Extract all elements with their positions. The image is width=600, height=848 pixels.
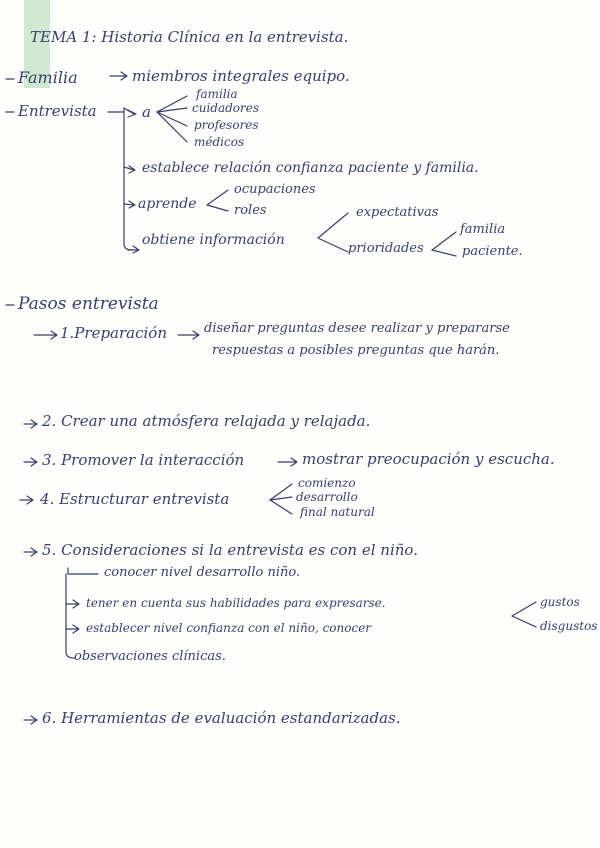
a-item: cuidadores — [192, 101, 260, 115]
paso-4-item: final natural — [300, 505, 375, 519]
obtiene-item: prioridades — [348, 241, 424, 256]
fan — [270, 500, 292, 514]
fan — [157, 112, 187, 126]
paso-5-item: establecer nivel confianza con el niño, conocer — [86, 621, 372, 635]
familia-text: miembros integrales equipo. — [132, 67, 350, 85]
entrevista-a: a — [142, 103, 151, 121]
paso-4-label: 4. Estructurar entrevista — [40, 490, 230, 508]
arrow — [20, 496, 33, 504]
arrow — [34, 331, 57, 339]
arrow — [124, 201, 135, 208]
a-item: profesores — [194, 118, 259, 132]
paso-5-item: conocer nivel desarrollo niño. — [104, 565, 301, 580]
arrow — [24, 458, 37, 466]
paso-6: 6. Herramientas de evaluación estandarizadas. — [42, 709, 401, 727]
paso-4-item: comienzo — [298, 476, 356, 490]
arrow — [108, 108, 136, 117]
fan — [432, 232, 456, 250]
arrow — [66, 625, 79, 633]
paso-5-item: observaciones clínicas. — [74, 649, 226, 664]
arrow — [178, 331, 199, 339]
a-item: familia — [196, 87, 238, 101]
paso-5: 5. Consideraciones si la entrevista es con el niño. — [42, 541, 418, 559]
paso-2: 2. Crear una atmósfera relajada y relajada. — [42, 412, 371, 430]
bracket — [68, 568, 98, 574]
arrow — [66, 600, 79, 608]
page-title: TEMA 1: Historia Clínica en la entrevista. — [30, 28, 349, 46]
paso-5-sub: disgustos — [540, 619, 598, 633]
arrow — [128, 246, 139, 253]
pasos-heading: Pasos entrevista — [18, 294, 159, 314]
fan — [512, 616, 536, 627]
establece-text: establece relación confianza paciente y familia. — [142, 160, 479, 176]
paso-3-text: mostrar preocupación y escucha. — [302, 450, 555, 468]
entrevista-label: Entrevista — [18, 102, 97, 120]
paso-1-text: respuestas a posibles preguntas que harán. — [212, 343, 500, 358]
fan — [432, 250, 456, 256]
paso-5-item: tener en cuenta sus habilidades para expresarse. — [86, 596, 386, 610]
aprende-label: aprende — [138, 196, 197, 212]
paso-1-text: diseñar preguntas desee realizar y prepararse — [204, 321, 510, 336]
paso-1-label: 1.Preparación — [60, 324, 167, 342]
paso-5-sub: gustos — [540, 595, 580, 609]
arrow — [110, 72, 127, 80]
aprende-item: roles — [234, 203, 267, 218]
fan — [512, 602, 536, 616]
aprende-item: ocupaciones — [234, 182, 316, 197]
arrow — [278, 458, 297, 466]
obtiene-label: obtiene información — [142, 232, 285, 248]
fan — [207, 205, 228, 211]
fan — [207, 190, 228, 205]
a-item: médicos — [194, 135, 245, 149]
fan — [318, 213, 348, 238]
prioridades-item: familia — [460, 222, 506, 237]
prioridades-item: paciente. — [462, 244, 523, 259]
arrow — [24, 548, 37, 556]
bracket — [66, 574, 74, 658]
arrow — [24, 420, 37, 428]
bracket — [124, 112, 132, 250]
fan — [157, 112, 187, 142]
familia-label: Familia — [18, 68, 78, 87]
paso-4-item: desarrollo — [296, 490, 358, 504]
fan — [318, 238, 348, 252]
obtiene-item: expectativas — [356, 205, 439, 220]
arrow — [124, 166, 135, 173]
arrow — [24, 716, 37, 724]
paso-3-label: 3. Promover la interacción — [42, 451, 245, 469]
